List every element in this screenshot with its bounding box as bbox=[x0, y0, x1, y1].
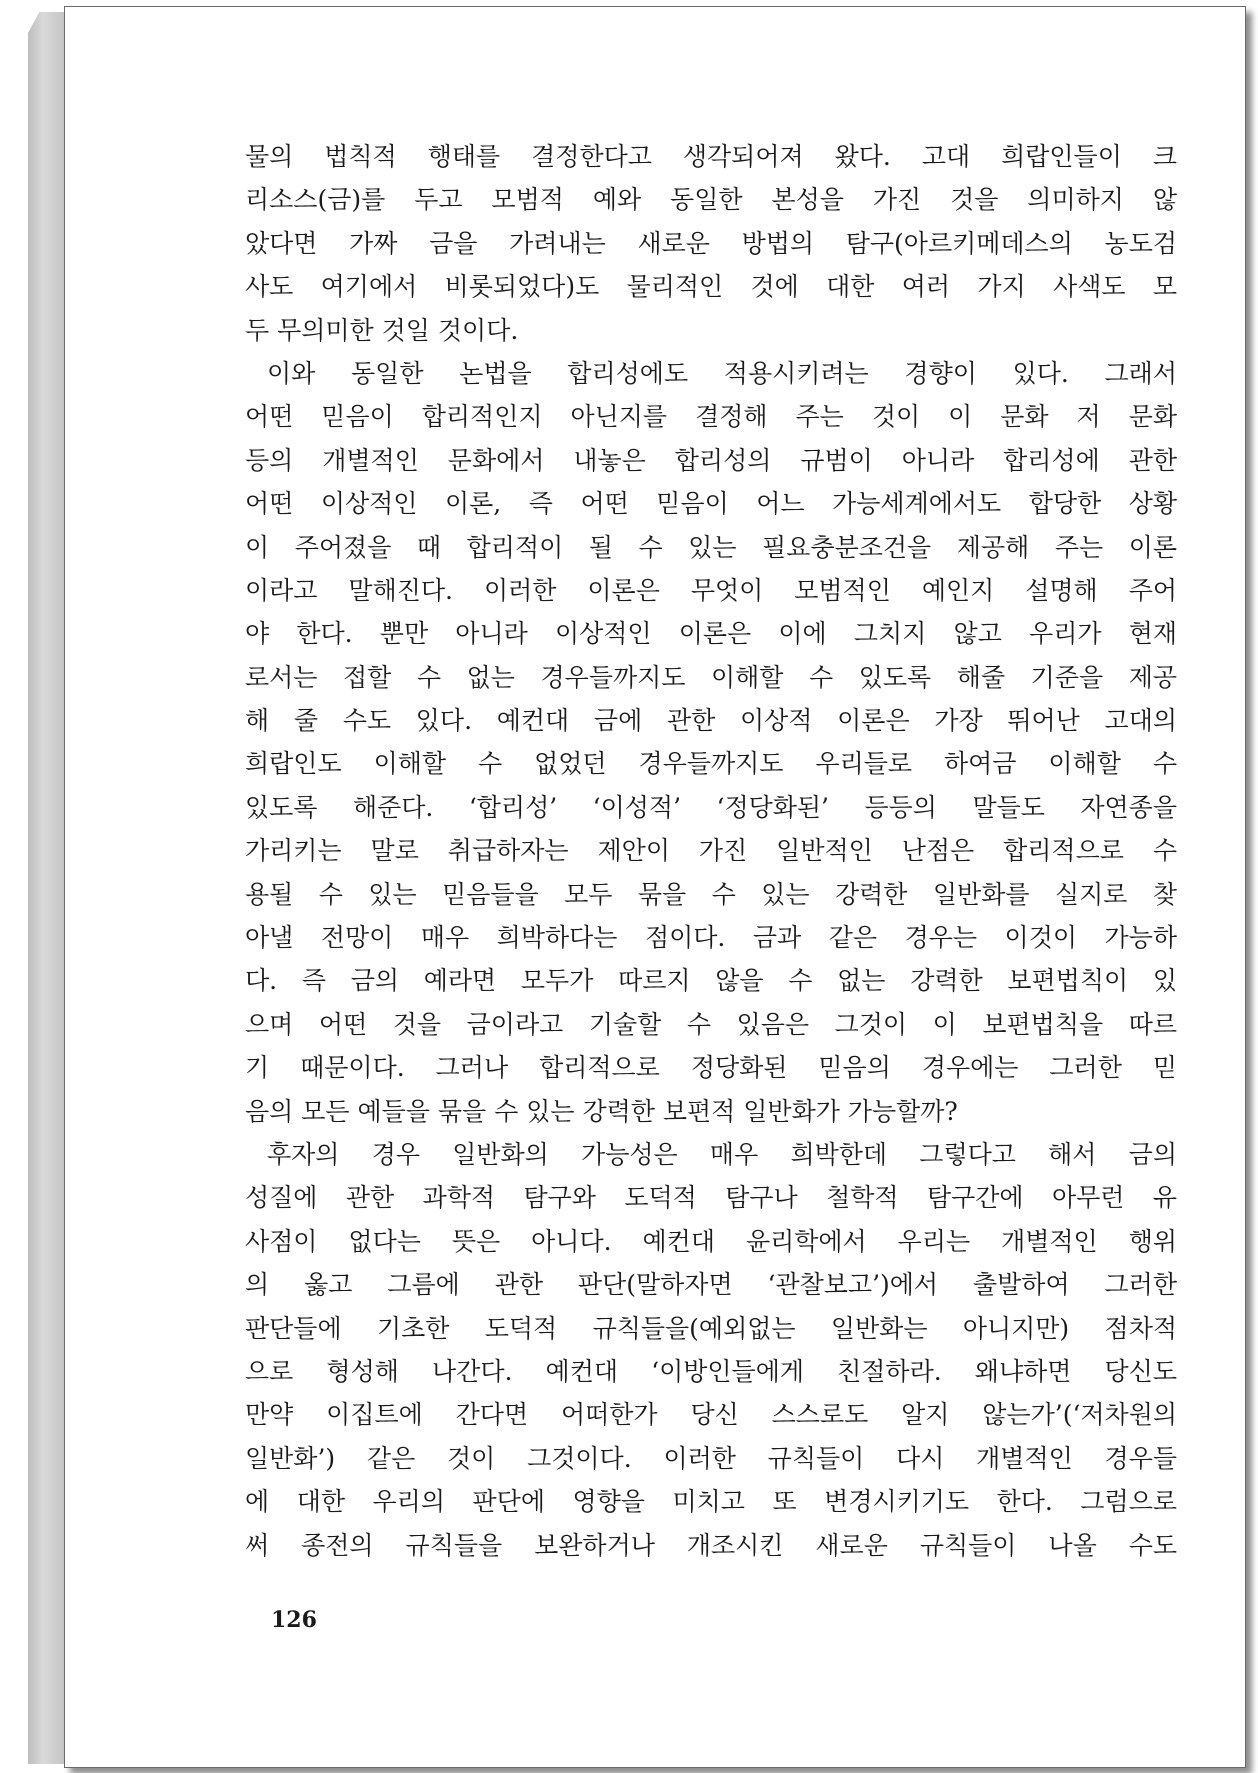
text-line: 사점이 없다는 뜻은 아니다. 예컨대 윤리학에서 우리는 개별적인 행위 bbox=[245, 1226, 1177, 1256]
text-line: 판단들에 기초한 도덕적 규칙들을(예외없는 일반화는 아니지만) 점차적 bbox=[245, 1313, 1177, 1343]
text-line: 리소스(금)를 두고 모범적 예와 동일한 본성을 가진 것을 의미하지 않 bbox=[245, 185, 1177, 215]
text-line: 으로 형성해 나간다. 예컨대 ‘이방인들에게 친절하라. 왜냐하면 당신도 bbox=[245, 1356, 1177, 1386]
text-line: 음의 모든 예들을 묶을 수 있는 강력한 보편적 일반화가 가능할까? bbox=[245, 1096, 958, 1126]
text-line: 어떤 이상적인 이론, 즉 어떤 믿음이 어느 가능세계에서도 합당한 상황 bbox=[245, 489, 1177, 519]
page-number: 126 bbox=[271, 1607, 317, 1633]
text-line: 에 대한 우리의 판단에 영향을 미치고 또 변경시키기도 한다. 그럼으로 bbox=[245, 1487, 1177, 1517]
text-line: 어떤 믿음이 합리적인지 아닌지를 결정해 주는 것이 이 문화 저 문화 bbox=[245, 402, 1177, 432]
text-line: 로서는 접할 수 없는 경우들까지도 이해할 수 있도록 해줄 기준을 제공 bbox=[245, 662, 1177, 692]
book-spine-edge bbox=[28, 12, 66, 1764]
text-line: 기 때문이다. 그러나 합리적으로 정당화된 믿음의 경우에는 그러한 믿 bbox=[245, 1053, 1177, 1083]
text-line: 성질에 관한 과학적 탐구와 도덕적 탐구나 철학적 탐구간에 아무런 유 bbox=[245, 1183, 1177, 1213]
text-line: 아낼 전망이 매우 희박하다는 점이다. 금과 같은 경우는 이것이 가능하 bbox=[245, 923, 1177, 953]
text-line: 물의 법칙적 행태를 결정한다고 생각되어져 왔다. 고대 희랍인들이 크 bbox=[245, 142, 1177, 171]
book-page bbox=[64, 6, 1246, 1768]
text-line: 이와 동일한 논법을 합리성에도 적용시키려는 경향이 있다. 그래서 bbox=[267, 358, 1177, 388]
text-line: 등의 개별적인 문화에서 내놓은 합리성의 규범이 아니라 합리성에 관한 bbox=[245, 445, 1177, 475]
text-line: 만약 이집트에 간다면 어떠한가 당신 스스로도 알지 않는가’(‘저차원의 bbox=[245, 1400, 1177, 1430]
text-line: 다. 즉 금의 예라면 모두가 따르지 않을 수 없는 강력한 보편법칙이 있 bbox=[245, 966, 1177, 996]
text-line: 희랍인도 이해할 수 없었던 경우들까지도 우리들로 하여금 이해할 수 bbox=[245, 749, 1177, 779]
text-line: 두 무의미한 것일 것이다. bbox=[245, 315, 519, 345]
text-line: 사도 여기에서 비롯되었다)도 물리적인 것에 대한 여러 가지 사색도 모 bbox=[245, 272, 1177, 302]
text-line: 았다면 가짜 금을 가려내는 새로운 방법의 탐구(아르키메데스의 농도검 bbox=[245, 228, 1177, 258]
text-line: 가리키는 말로 취급하자는 제안이 가진 일반적인 난점은 합리적으로 수 bbox=[245, 836, 1177, 866]
text-line: 해 줄 수도 있다. 예컨대 금에 관한 이상적 이론은 가장 뛰어난 고대의 bbox=[245, 706, 1177, 736]
text-line: 의 옳고 그름에 관한 판단(말하자면 ‘관찰보고’)에서 출발하여 그러한 bbox=[245, 1270, 1177, 1300]
text-line: 으며 어떤 것을 금이라고 기술할 수 있음은 그것이 이 보편법칙을 따르 bbox=[245, 1009, 1177, 1039]
text-line: 써 종전의 규칙들을 보완하거나 개조시킨 새로운 규칙들이 나올 수도 bbox=[245, 1530, 1177, 1560]
text-line: 이라고 말해진다. 이러한 이론은 무엇이 모범적인 예인지 설명해 주어 bbox=[245, 575, 1177, 605]
text-line: 이 주어졌을 때 합리적이 될 수 있는 필요충분조건을 제공해 주는 이론 bbox=[245, 532, 1177, 562]
body-text bbox=[245, 135, 1177, 1567]
text-line: 야 한다. 뿐만 아니라 이상적인 이론은 이에 그치지 않고 우리가 현재 bbox=[245, 619, 1177, 649]
text-line: 후자의 경우 일반화의 가능성은 매우 희박한데 그렇다고 해서 금의 bbox=[267, 1139, 1177, 1169]
text-line: 용될 수 있는 믿음들을 모두 묶을 수 있는 강력한 일반화를 실지로 찾 bbox=[245, 879, 1177, 909]
text-line: 일반화’) 같은 것이 그것이다. 이러한 규칙들이 다시 개별적인 경우들 bbox=[245, 1443, 1177, 1473]
text-line: 있도록 해준다. ‘합리성’ ‘이성적’ ‘정당화된’ 등등의 말들도 자연종을 bbox=[245, 792, 1177, 822]
